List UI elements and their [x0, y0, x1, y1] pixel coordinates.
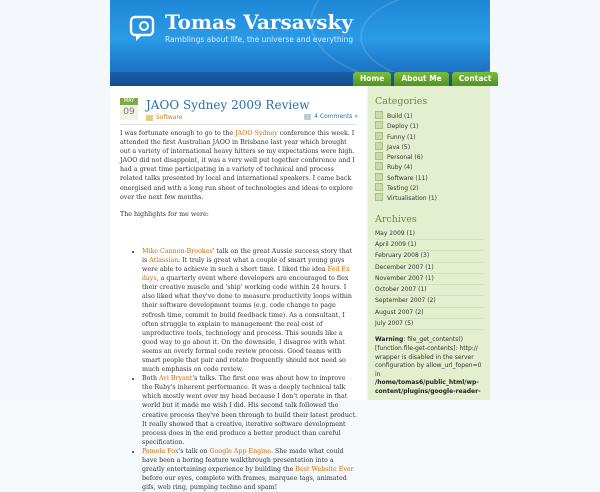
- category-label: Testing (2): [387, 185, 419, 193]
- archive-item[interactable]: August 2007 (2): [375, 308, 483, 319]
- archive-item[interactable]: May 2009 (1): [375, 229, 483, 240]
- post-intro: [120, 129, 357, 202]
- bullet-icon: [375, 142, 383, 150]
- warning-path: /home/tomas6/public_html/wp-content/plugins/google-reader-: [375, 379, 481, 395]
- category-label: Java (5): [387, 143, 411, 151]
- link-atlassian[interactable]: Atlassian: [149, 256, 179, 264]
- text: Both: [142, 375, 160, 383]
- category-item[interactable]: [375, 121, 490, 131]
- link-google-app-engine[interactable]: Google App Engine: [209, 447, 271, 455]
- highlights-intro: The highlights for me were:: [120, 210, 209, 218]
- post-divider: [120, 124, 356, 125]
- text: I was fortunate enough to go to the: [120, 130, 236, 137]
- warning-text: : file_get_contents() [function.file-get-contents]: http:// wrapper is disabled in the server configuration by allow_url_fopen=0 in: [375, 336, 482, 378]
- post-title[interactable]: JAOO Sydney 2009 Review: [146, 98, 310, 112]
- link-pamela-fox[interactable]: Pamela Fox: [142, 447, 179, 455]
- bullet-icon: [375, 121, 383, 129]
- category-label: Ruby (4): [387, 164, 413, 172]
- link-best-website-ever[interactable]: Best Website Ever: [295, 466, 354, 474]
- site-title[interactable]: Tomas Varsavsky: [165, 10, 354, 34]
- nav-contact[interactable]: Contact: [452, 72, 499, 86]
- main-content: [110, 86, 366, 492]
- post-body: [120, 129, 357, 492]
- comment-icon: [304, 114, 311, 120]
- link-jaoo-sydney[interactable]: JAOO Sydney: [235, 130, 278, 137]
- link-avi-bryant[interactable]: Avi Bryant: [159, 375, 193, 383]
- text: 's talks. The first one was about how to improve the Ruby's inherent performance. It was a deeply technical talk which mostly went over my head because I don't operate in that world but it made me wish I did. His second talk followed the creative process they've been through to build their latest product. It really showed that a creative, iterative software development process does in the end produce a better product than careful specification.: [142, 375, 357, 446]
- category-item[interactable]: [375, 173, 490, 183]
- list-item: [142, 447, 357, 492]
- archive-item[interactable]: April 2009 (1): [375, 240, 483, 251]
- archive-item[interactable]: July 2007 (5): [375, 319, 483, 330]
- post-category-link[interactable]: Software: [156, 114, 183, 121]
- text: . She made what could have been a boring feature walkthrough presentation into a greatly entertaining experience by building the: [142, 447, 344, 474]
- folder-icon: [146, 115, 153, 121]
- bullet-icon: [375, 173, 383, 181]
- text: conference this week. I attended the first Australian JAOO in Brisbane last year which brought out a variety of international heavy hitters so my expectations were high. JAOO did not disappoint, it was a very well put together conference and I had a great time participating in a variety of technical and process related talks presented by local and international speakers. I came back energised and with a long run sheet of technologies and ideas to explore over the next few months.: [120, 130, 355, 201]
- warning-label: Warning: [375, 336, 404, 344]
- category-label: Build (1): [387, 113, 413, 120]
- bullet-icon: [375, 193, 383, 201]
- category-label: Personal (6): [387, 154, 423, 162]
- text: 's talk on: [178, 447, 210, 455]
- archive-item[interactable]: February 2008 (3): [375, 251, 483, 262]
- bullet-icon: [375, 162, 383, 170]
- bullet-icon: [375, 152, 383, 160]
- highlights-list: [120, 227, 357, 492]
- link-mike-cannon-brookes[interactable]: Mike Cannon-Brookes: [142, 247, 213, 255]
- nav-about-me[interactable]: About Me: [394, 72, 448, 86]
- post-date-day: 09: [120, 105, 138, 120]
- category-label: Deploy (1): [387, 123, 419, 131]
- text: ' talk on the great Aussie success story that is: [142, 247, 353, 264]
- category-label: Software (11): [387, 174, 428, 182]
- post-date-badge: [120, 98, 138, 120]
- categories-heading: Categories: [375, 96, 428, 107]
- main-nav: [350, 72, 498, 86]
- archive-item[interactable]: November 2007 (1): [375, 274, 483, 285]
- archives-heading: Archives: [375, 213, 417, 225]
- archive-item[interactable]: December 2007 (1): [375, 263, 483, 274]
- php-warning: [375, 336, 485, 396]
- nav-home[interactable]: Home: [353, 72, 391, 86]
- archive-item[interactable]: September 2007 (2): [375, 296, 483, 307]
- category-label: Virtualisation (1): [387, 195, 437, 203]
- text: , a quarterly event where developers are encouraged to flex their creative muscle and 'ship' working code within 24 hours. I also liked what they've done to measure productivity loops within their software development teams (e.g. code change to page refresh time, commit to build feedback time). As a consultant, I often struggle to explain to management the real cost of unproductive tools, technology and process. This sounds like a good way to go about it. On the downside, I disagree with what seems an overly formal code review process. Good teams with smart people that pair and rotate frequently should not need so much emphasis on code review.: [142, 275, 352, 374]
- category-item[interactable]: [375, 162, 490, 172]
- category-item[interactable]: [375, 142, 490, 152]
- category-label: Funny (1): [387, 133, 416, 141]
- archives-list: [368, 229, 490, 331]
- text: . It truly is great what a couple of smart young guys were able to achieve in such a short time. I liked the idea: [142, 256, 345, 274]
- page-gutter-left: [0, 0, 110, 400]
- text: before our eyes, complete with frames, marquee tags, animated gifs, web ring, pumping techno and spam!: [142, 475, 347, 492]
- site-tagline: Ramblings about life, the universe and everything: [165, 35, 354, 44]
- categories-list: [368, 111, 490, 204]
- post-comments: [304, 113, 358, 120]
- category-item[interactable]: [375, 183, 490, 193]
- archive-item[interactable]: October 2007 (1): [375, 285, 483, 296]
- category-item[interactable]: [375, 111, 490, 121]
- post-category: [146, 114, 182, 121]
- link-fed-ex-days[interactable]: Fed Ex days: [142, 266, 350, 283]
- category-item[interactable]: [375, 132, 490, 142]
- chat-bubble-logo-icon: [128, 14, 158, 44]
- sidebar: [368, 86, 490, 400]
- bullet-icon: [375, 132, 383, 140]
- category-item[interactable]: [375, 193, 490, 203]
- bullet-icon: [375, 183, 383, 191]
- list-item: [142, 374, 357, 447]
- list-item: [142, 227, 357, 374]
- bullet-icon: [375, 111, 383, 119]
- post-date-month: MAY: [120, 98, 138, 105]
- post-comments-link[interactable]: 4 Comments »: [314, 113, 358, 120]
- category-item[interactable]: [375, 152, 490, 162]
